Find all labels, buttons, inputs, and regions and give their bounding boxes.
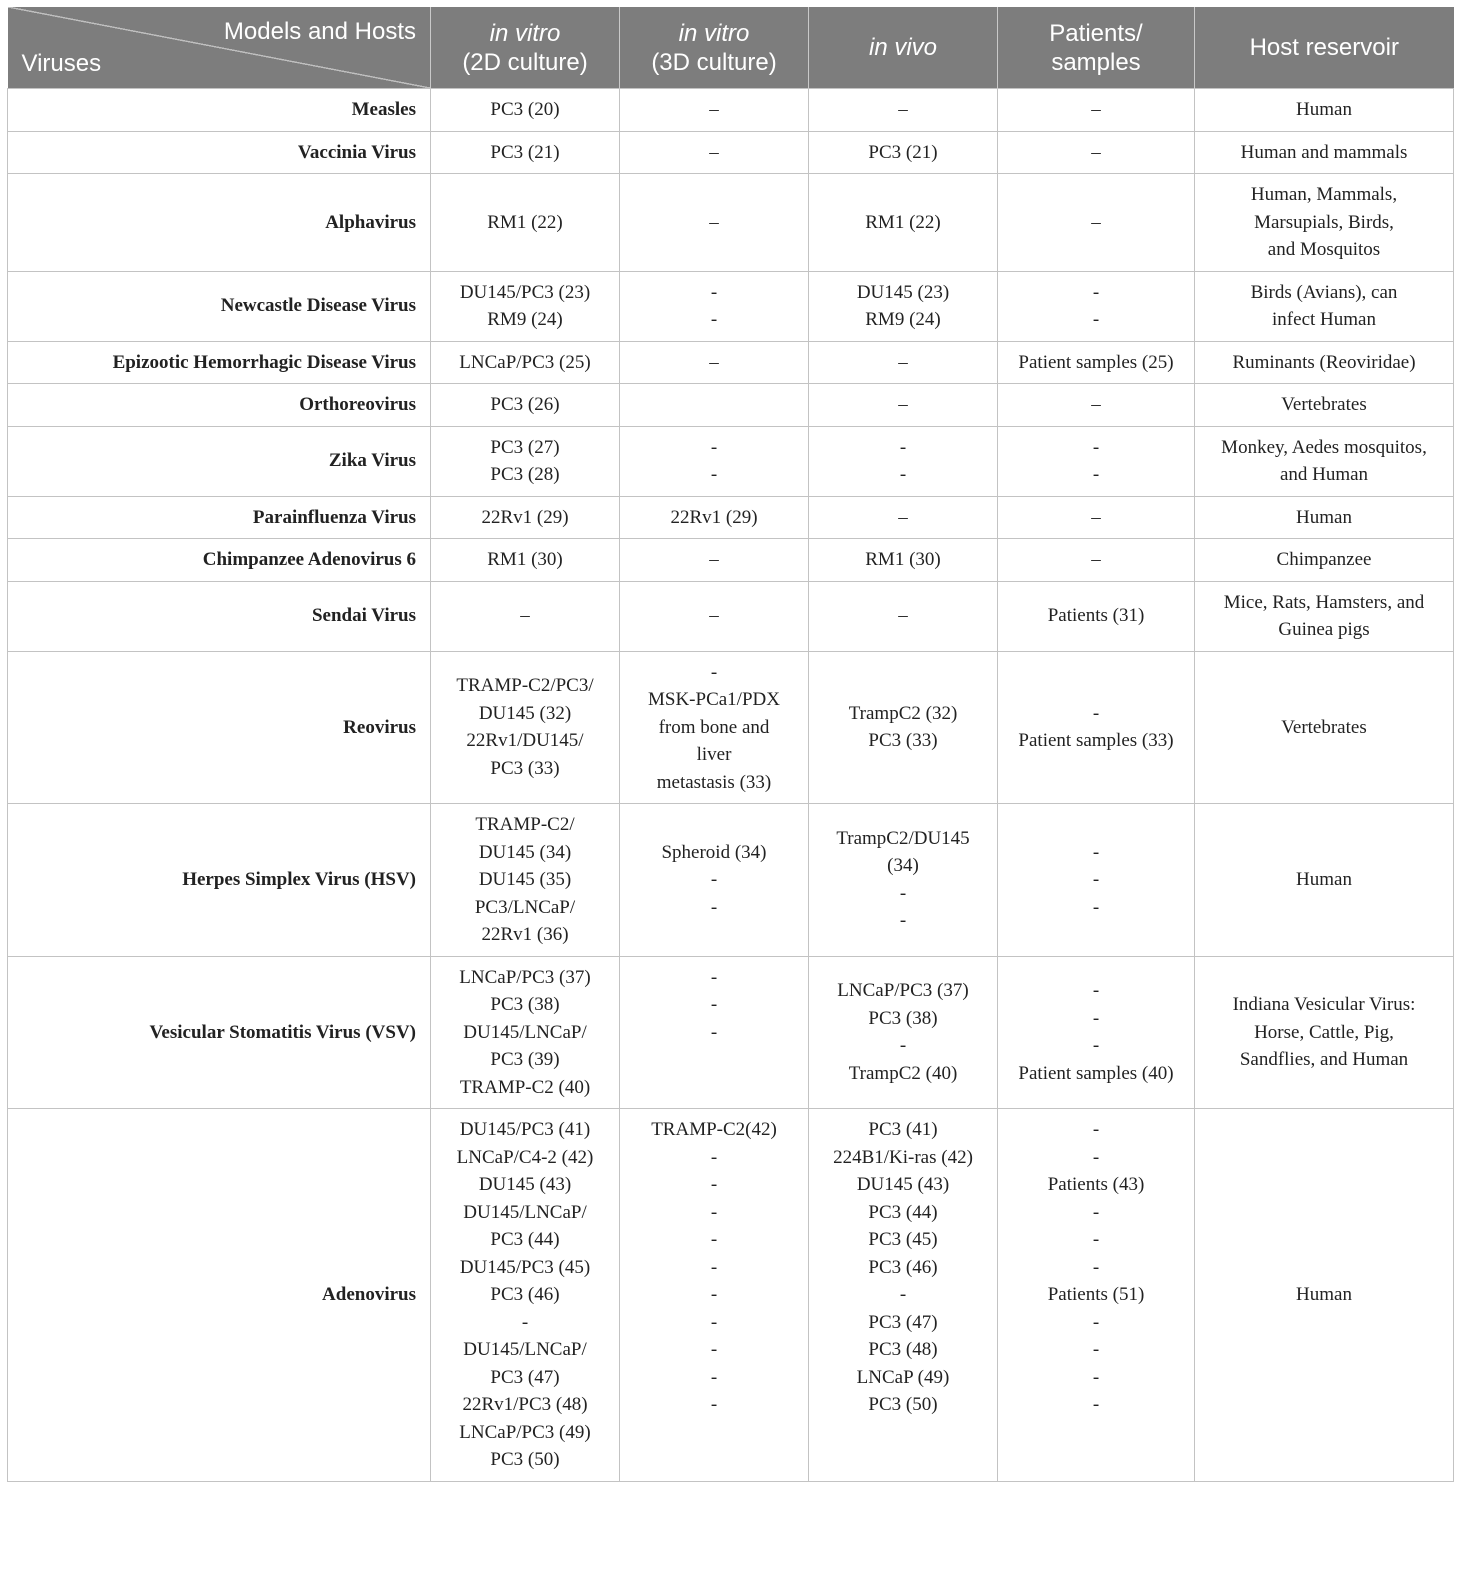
cell-host-reservoir-line: Vertebrates: [1281, 394, 1367, 415]
cell-virus-name: Reovirus: [8, 651, 431, 804]
cell-in-vitro-3d-line: -: [710, 281, 718, 303]
cell-patients-samples-line: -: [1092, 1201, 1100, 1223]
cell-in-vitro-2d-line: 22Rv1 (36): [481, 924, 569, 945]
cell-in-vivo-line: PC3 (50): [868, 1394, 938, 1415]
cell-host-reservoir-line: Ruminants (Reoviridae): [1232, 351, 1416, 373]
cell-in-vitro-2d: [431, 384, 620, 427]
cell-in-vivo-line: RM1 (22): [865, 211, 941, 233]
cell-host-reservoir-line: Human: [1296, 506, 1352, 528]
cell-in-vitro-3d-line: -: [710, 1201, 718, 1223]
cell-in-vitro-3d-line: –: [709, 605, 719, 627]
cell-virus-name: Vesicular Stomatitis Virus (VSV): [8, 956, 431, 1109]
cell-in-vitro-3d-line: -: [710, 994, 718, 1015]
cell-host-reservoir-line: Marsupials, Birds,: [1254, 211, 1394, 233]
cell-in-vivo-line: PC3 (48): [868, 1339, 938, 1360]
cell-in-vitro-3d-line: -: [710, 1311, 718, 1333]
cell-patients-samples-line: Patients (51): [1047, 1284, 1145, 1305]
cell-in-vitro-3d-line: –: [709, 211, 719, 233]
cell-in-vivo: [809, 496, 998, 539]
cell-in-vivo-line: PC3 (45): [868, 1229, 938, 1250]
cell-in-vitro-2d: [431, 539, 620, 582]
cell-in-vivo: [809, 1109, 998, 1482]
cell-virus-name: Zika Virus: [8, 426, 431, 496]
cell-in-vitro-3d-line: -: [710, 896, 718, 918]
cell-virus-name: Orthoreovirus: [8, 384, 431, 427]
cell-patients-samples-line: [1006, 1446, 1186, 1474]
cell-in-vivo-line: PC3 (44): [868, 1201, 938, 1223]
cell-in-vitro-2d-line: –: [520, 605, 530, 627]
cell-host-reservoir-line: Guinea pigs: [1278, 619, 1370, 640]
cell-patients-samples-line: -: [1092, 841, 1100, 863]
corner-header-viruses: Viruses: [21, 50, 102, 77]
cell-patients-samples-line: -: [1092, 702, 1100, 724]
table-row: [8, 956, 1454, 1109]
cell-in-vitro-3d: [620, 384, 809, 427]
cell-in-vivo: [809, 174, 998, 272]
cell-patients-samples: [998, 341, 1195, 384]
cell-host-reservoir: [1195, 804, 1454, 957]
cell-in-vitro-3d-line: –: [709, 549, 719, 570]
cell-host-reservoir: [1195, 426, 1454, 496]
cell-in-vivo-line: DU145 (43): [856, 1174, 950, 1195]
cell-in-vitro-2d-line: PC3 (27): [490, 436, 560, 458]
cell-host-reservoir-line: Human: [1296, 869, 1352, 890]
header-in-vitro-3d-line1: in vitro: [678, 19, 750, 47]
cell-patients-samples: [998, 131, 1195, 174]
cell-in-vitro-2d-line: PC3 (28): [490, 464, 560, 485]
cell-virus-name: Herpes Simplex Virus (HSV): [8, 804, 431, 957]
header-in-vitro-3d: [620, 7, 809, 89]
cell-patients-samples-line: -: [1092, 309, 1100, 330]
table-row: [8, 341, 1454, 384]
cell-in-vivo-line: PC3 (41): [868, 1119, 938, 1140]
cell-patients-samples-line: -: [1092, 464, 1100, 485]
header-row: [8, 7, 1454, 89]
header-in-vivo-label: in vivo: [868, 34, 938, 61]
cell-in-vitro-2d-line: DU145/PC3 (23): [459, 281, 591, 303]
cell-host-reservoir-line: Sandflies, and Human: [1239, 1049, 1409, 1070]
cell-in-vivo: [809, 426, 998, 496]
cell-patients-samples-line: -: [1092, 1394, 1100, 1415]
cell-in-vitro-2d-line: PC3 (20): [490, 99, 560, 120]
cell-in-vitro-2d: [431, 174, 620, 272]
cell-patients-samples-line: -: [1092, 1146, 1100, 1168]
cell-in-vitro-2d: [431, 956, 620, 1109]
header-in-vitro-2d-line2: (2D culture): [462, 48, 588, 76]
cell-in-vitro-2d-line: 22Rv1/DU145/: [466, 730, 584, 752]
cell-virus-name: Sendai Virus: [8, 581, 431, 651]
table-row: [8, 539, 1454, 582]
cell-patients-samples-line: Patients (43): [1047, 1174, 1145, 1195]
cell-in-vivo: [809, 131, 998, 174]
cell-in-vitro-2d: [431, 651, 620, 804]
cell-patients-samples-line: -: [1092, 980, 1100, 1002]
cell-in-vitro-2d-line: TRAMP-C2 (40): [459, 1076, 591, 1098]
cell-in-vivo: [809, 539, 998, 582]
cell-in-vitro-2d-line: 22Rv1/PC3 (48): [462, 1394, 588, 1415]
cell-patients-samples: [998, 384, 1195, 427]
cell-in-vivo-line: [817, 1446, 989, 1474]
cell-in-vitro-2d-line: PC3/LNCaP/: [474, 896, 576, 918]
cell-in-vivo-line: [817, 1419, 989, 1447]
cell-in-vivo-line: -: [899, 1284, 907, 1305]
cell-in-vivo-line: DU145 (23): [856, 281, 950, 303]
cell-in-vitro-3d-line: -: [710, 1021, 718, 1043]
cell-in-vitro-3d-line: -: [710, 1339, 718, 1360]
header-patients-line2: samples: [1051, 48, 1141, 76]
table-body: [8, 89, 1454, 1482]
cell-patients-samples: [998, 804, 1195, 957]
header-patients-samples: [998, 7, 1195, 89]
cell-patients-samples: [998, 174, 1195, 272]
cell-host-reservoir-line: and Human: [1279, 464, 1369, 485]
cell-virus-name: Newcastle Disease Virus: [8, 271, 431, 341]
cell-patients-samples-line: –: [1091, 394, 1101, 415]
cell-patients-samples-line: Patients (31): [1047, 605, 1145, 627]
cell-virus-name: Epizootic Hemorrhagic Disease Virus: [8, 341, 431, 384]
corner-header-models-hosts: Models and Hosts: [223, 18, 416, 45]
cell-in-vitro-3d: [620, 271, 809, 341]
cell-in-vivo-line: RM1 (30): [865, 549, 941, 570]
cell-in-vivo-line: –: [898, 99, 908, 120]
header-in-vivo: [809, 7, 998, 89]
cell-patients-samples-line: [1006, 1419, 1186, 1447]
cell-in-vitro-2d-line: RM1 (22): [487, 211, 563, 233]
cell-patients-samples-line: -: [1092, 1339, 1100, 1360]
cell-in-vitro-3d: [620, 581, 809, 651]
table-header: [8, 7, 1454, 89]
cell-in-vitro-2d-line: PC3 (46): [490, 1284, 560, 1305]
cell-in-vitro-3d-line: -: [710, 1284, 718, 1305]
cell-host-reservoir: [1195, 271, 1454, 341]
cell-in-vivo-line: –: [898, 605, 908, 627]
cell-in-vitro-3d-line: TRAMP-C2(42): [651, 1119, 777, 1140]
cell-host-reservoir: [1195, 496, 1454, 539]
cell-patients-samples: [998, 581, 1195, 651]
cell-in-vitro-2d-line: LNCaP/PC3 (25): [459, 351, 591, 373]
cell-patients-samples-line: Patient samples (40): [1018, 1062, 1174, 1084]
cell-host-reservoir-line: Birds (Avians), can: [1250, 281, 1398, 303]
cell-in-vitro-2d-line: DU145/PC3 (41): [459, 1119, 591, 1140]
cell-in-vitro-3d: [620, 539, 809, 582]
cell-patients-samples: [998, 271, 1195, 341]
table-row: [8, 651, 1454, 804]
cell-patients-samples: [998, 956, 1195, 1109]
cell-in-vitro-3d-line: -: [710, 464, 718, 485]
cell-in-vitro-2d: [431, 131, 620, 174]
cell-in-vitro-3d: [620, 804, 809, 957]
cell-in-vitro-2d-line: DU145/LNCaP/: [463, 1201, 587, 1223]
cell-in-vitro-2d-line: TRAMP-C2/: [475, 814, 575, 835]
cell-in-vivo-line: RM9 (24): [865, 309, 941, 330]
cell-in-vitro-3d-line: -: [710, 661, 718, 683]
cell-host-reservoir: [1195, 651, 1454, 804]
cell-patients-samples: [998, 496, 1195, 539]
cell-in-vitro-2d-line: LNCaP/PC3 (37): [459, 966, 591, 988]
cell-in-vitro-3d-line: [628, 1419, 800, 1447]
cell-in-vivo-line: -: [899, 436, 907, 458]
cell-virus-name: Alphavirus: [8, 174, 431, 272]
cell-in-vitro-2d: [431, 341, 620, 384]
cell-in-vitro-3d-line: –: [709, 99, 719, 120]
cell-host-reservoir-line: Vertebrates: [1281, 716, 1367, 738]
cell-in-vitro-3d-line: [628, 1046, 800, 1074]
header-host-reservoir-label: Host reservoir: [1249, 34, 1399, 61]
cell-patients-samples-line: -: [1092, 1366, 1100, 1388]
cell-in-vivo: [809, 89, 998, 132]
cell-in-vitro-2d-line: DU145/PC3 (45): [459, 1256, 591, 1278]
cell-in-vitro-3d: [620, 89, 809, 132]
virus-models-table: [7, 7, 1454, 1482]
cell-patients-samples: [998, 1109, 1195, 1482]
table-row: [8, 384, 1454, 427]
table-row: [8, 271, 1454, 341]
cell-in-vitro-2d-line: PC3 (21): [490, 141, 560, 163]
table-row: [8, 89, 1454, 132]
cell-host-reservoir-line: Mice, Rats, Hamsters, and: [1223, 591, 1425, 613]
cell-in-vitro-2d-line: DU145/LNCaP/: [463, 1021, 587, 1043]
cell-in-vitro-3d-line: Spheroid (34): [661, 841, 767, 863]
cell-in-vitro-2d-line: PC3 (38): [490, 994, 560, 1015]
cell-in-vivo-line: LNCaP/PC3 (37): [837, 980, 969, 1002]
cell-patients-samples-line: –: [1091, 549, 1101, 570]
cell-in-vitro-3d-line: 22Rv1 (29): [670, 506, 758, 528]
cell-in-vitro-3d-line: –: [709, 351, 719, 373]
cell-in-vitro-3d-line: -: [710, 869, 718, 890]
cell-host-reservoir: [1195, 384, 1454, 427]
cell-in-vitro-3d: [620, 1109, 809, 1482]
corner-header-cell: [8, 7, 431, 89]
cell-host-reservoir-line: Human: [1296, 99, 1352, 120]
cell-in-vivo: [809, 581, 998, 651]
cell-host-reservoir: [1195, 539, 1454, 582]
cell-in-vitro-3d-line: from bone and: [658, 716, 770, 738]
cell-in-vitro-3d-line: -: [710, 966, 718, 988]
cell-in-vitro-3d-line: -: [710, 1174, 718, 1195]
cell-in-vivo-line: (34): [887, 855, 919, 877]
cell-in-vitro-2d-line: DU145/LNCaP/: [463, 1339, 587, 1360]
cell-in-vivo-line: –: [898, 351, 908, 373]
cell-patients-samples-line: –: [1091, 506, 1101, 528]
cell-in-vitro-3d: [620, 651, 809, 804]
cell-host-reservoir: [1195, 174, 1454, 272]
table-row: [8, 804, 1454, 957]
cell-in-vivo-line: –: [898, 506, 908, 528]
cell-patients-samples-line: -: [1092, 1007, 1100, 1029]
cell-patients-samples-line: -: [1092, 1256, 1100, 1278]
cell-in-vitro-3d-line: MSK-PCa1/PDX: [648, 689, 780, 710]
cell-patients-samples-line: -: [1092, 1311, 1100, 1333]
cell-in-vitro-3d: [620, 496, 809, 539]
header-patients-line1: Patients/: [1049, 19, 1143, 47]
cell-patients-samples-line: –: [1091, 211, 1101, 233]
cell-patients-samples: [998, 651, 1195, 804]
cell-host-reservoir: [1195, 89, 1454, 132]
cell-in-vivo-line: 224B1/Ki-ras (42): [833, 1146, 973, 1168]
cell-host-reservoir-line: Indiana Vesicular Virus:: [1232, 994, 1416, 1015]
table-row: [8, 131, 1454, 174]
cell-in-vivo-line: -: [899, 1035, 907, 1057]
cell-patients-samples-line: -: [1092, 869, 1100, 890]
cell-in-vitro-2d-line: RM1 (30): [487, 549, 563, 570]
cell-in-vivo: [809, 804, 998, 957]
cell-patients-samples: [998, 89, 1195, 132]
cell-virus-name: Parainfluenza Virus: [8, 496, 431, 539]
cell-in-vitro-3d-line: -: [710, 1366, 718, 1388]
cell-in-vitro-2d-line: LNCaP/C4-2 (42): [456, 1146, 594, 1168]
cell-in-vitro-3d-line: -: [710, 1394, 718, 1415]
cell-in-vitro-2d-line: 22Rv1 (29): [481, 506, 569, 528]
virus-models-table-container: [7, 7, 1453, 1482]
cell-patients-samples-line: –: [1091, 99, 1101, 120]
header-in-vitro-2d-line1: in vitro: [489, 19, 561, 47]
cell-host-reservoir: [1195, 341, 1454, 384]
cell-in-vitro-2d: [431, 581, 620, 651]
cell-host-reservoir-line: Human and mammals: [1240, 141, 1408, 163]
cell-in-vivo-line: LNCaP (49): [856, 1366, 950, 1388]
cell-in-vitro-2d-line: RM9 (24): [487, 309, 563, 330]
cell-in-vitro-2d: [431, 426, 620, 496]
cell-in-vivo-line: TrampC2 (32): [848, 702, 958, 724]
cell-in-vitro-3d-line: -: [710, 1146, 718, 1168]
cell-in-vitro-3d: [620, 341, 809, 384]
cell-in-vitro-2d-line: PC3 (50): [490, 1449, 560, 1470]
table-row: [8, 581, 1454, 651]
cell-in-vivo-line: -: [899, 910, 907, 932]
cell-host-reservoir: [1195, 1109, 1454, 1482]
cell-in-vivo: [809, 384, 998, 427]
cell-in-vitro-2d-line: DU145 (35): [478, 869, 572, 890]
cell-patients-samples: [998, 426, 1195, 496]
cell-host-reservoir: [1195, 956, 1454, 1109]
cell-patients-samples-line: Patient samples (25): [1018, 351, 1174, 373]
cell-in-vitro-2d: [431, 496, 620, 539]
cell-in-vitro-2d-line: DU145 (43): [478, 1174, 572, 1195]
cell-in-vitro-3d: [620, 956, 809, 1109]
cell-host-reservoir-line: Chimpanzee: [1276, 549, 1372, 570]
table-row: [8, 496, 1454, 539]
cell-in-vivo-line: TrampC2/DU145: [836, 827, 970, 849]
cell-in-vitro-3d: [620, 174, 809, 272]
cell-in-vitro-2d-line: DU145 (34): [478, 841, 572, 863]
cell-in-vitro-3d-line: [628, 1074, 800, 1102]
cell-host-reservoir-line: Horse, Cattle, Pig,: [1254, 1021, 1394, 1043]
cell-virus-name: Vaccinia Virus: [8, 131, 431, 174]
cell-in-vivo-line: PC3 (38): [868, 1007, 938, 1029]
table-row: [8, 174, 1454, 272]
cell-in-vitro-2d-line: PC3 (44): [490, 1229, 560, 1250]
cell-in-vivo-line: TrampC2 (40): [848, 1062, 958, 1084]
cell-in-vivo-line: –: [898, 394, 908, 415]
header-in-vitro-2d: [431, 7, 620, 89]
cell-patients-samples-line: -: [1092, 436, 1100, 458]
cell-in-vivo: [809, 341, 998, 384]
cell-in-vitro-2d-line: DU145 (32): [478, 702, 572, 724]
cell-in-vitro-2d-line: PC3 (33): [490, 757, 560, 779]
cell-in-vivo-line: PC3 (21): [868, 141, 938, 163]
cell-in-vitro-3d-line: [628, 1446, 800, 1474]
cell-host-reservoir: [1195, 581, 1454, 651]
cell-in-vivo-line: PC3 (47): [868, 1311, 938, 1333]
cell-in-vitro-2d: [431, 89, 620, 132]
cell-in-vivo: [809, 271, 998, 341]
cell-in-vivo-line: PC3 (33): [868, 730, 938, 752]
cell-patients-samples-line: -: [1092, 281, 1100, 303]
cell-in-vitro-2d-line: LNCaP/PC3 (49): [459, 1421, 591, 1443]
cell-in-vivo: [809, 651, 998, 804]
cell-virus-name: Chimpanzee Adenovirus 6: [8, 539, 431, 582]
header-in-vitro-3d-line2: (3D culture): [651, 48, 777, 76]
cell-in-vivo-line: -: [899, 464, 907, 485]
cell-in-vitro-3d-line: liver: [696, 744, 732, 765]
cell-virus-name: Adenovirus: [8, 1109, 431, 1482]
cell-in-vitro-3d: [620, 131, 809, 174]
cell-in-vitro-3d: [620, 426, 809, 496]
cell-in-vivo-line: -: [899, 882, 907, 904]
cell-in-vitro-3d-line: -: [710, 1229, 718, 1250]
cell-host-reservoir-line: and Mosquitos: [1267, 239, 1381, 260]
cell-in-vitro-3d-line: -: [710, 309, 718, 330]
cell-in-vitro-3d-line: -: [710, 436, 718, 458]
cell-in-vitro-2d-line: TRAMP-C2/PC3/: [456, 675, 594, 697]
cell-host-reservoir-line: infect Human: [1272, 309, 1376, 330]
cell-in-vivo-line: PC3 (46): [868, 1256, 938, 1278]
cell-in-vitro-3d-line: metastasis (33): [656, 771, 772, 793]
cell-patients-samples: [998, 539, 1195, 582]
cell-patients-samples-line: -: [1092, 1035, 1100, 1057]
cell-in-vitro-2d: [431, 271, 620, 341]
cell-in-vitro-3d-line: –: [709, 141, 719, 163]
cell-patients-samples-line: Patient samples (33): [1018, 730, 1174, 752]
cell-patients-samples-line: -: [1092, 1229, 1100, 1250]
table-row: [8, 426, 1454, 496]
cell-in-vivo: [809, 956, 998, 1109]
cell-host-reservoir: [1195, 131, 1454, 174]
cell-in-vitro-3d-line: -: [710, 1256, 718, 1278]
header-host-reservoir: [1195, 7, 1454, 89]
cell-patients-samples-line: -: [1092, 896, 1100, 918]
cell-patients-samples-line: –: [1091, 141, 1101, 163]
cell-virus-name: Measles: [8, 89, 431, 132]
cell-in-vitro-2d-line: -: [521, 1311, 529, 1333]
cell-host-reservoir-line: Monkey, Aedes mosquitos,: [1221, 436, 1427, 458]
cell-patients-samples-line: -: [1092, 1119, 1100, 1140]
cell-host-reservoir-line: Human, Mammals,: [1250, 184, 1398, 205]
cell-in-vitro-2d-line: PC3 (26): [490, 394, 560, 415]
cell-host-reservoir-line: Human: [1296, 1284, 1352, 1305]
cell-in-vitro-2d: [431, 804, 620, 957]
cell-in-vitro-2d-line: PC3 (39): [490, 1049, 560, 1070]
cell-in-vitro-2d-line: PC3 (47): [490, 1366, 560, 1388]
table-row: [8, 1109, 1454, 1482]
cell-in-vitro-2d: [431, 1109, 620, 1482]
